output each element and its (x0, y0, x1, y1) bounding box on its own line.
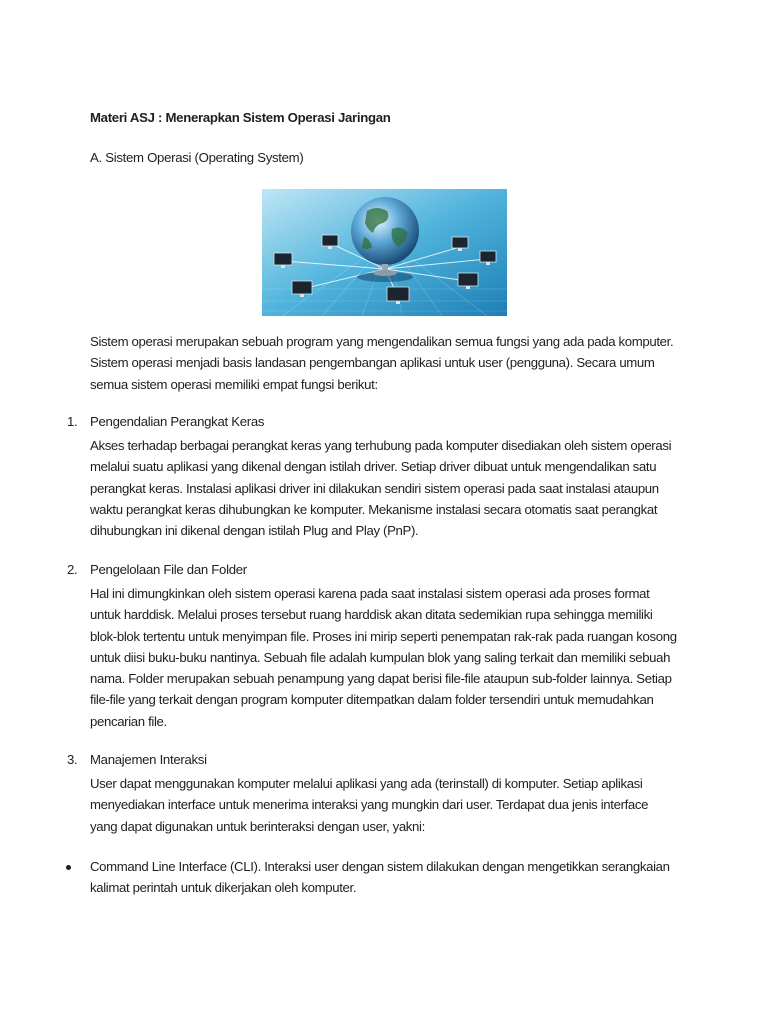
text-line: pencarian file. (90, 713, 167, 729)
text-line: semua sistem operasi memiliki empat fungsi berikut: (90, 376, 378, 392)
text-line: kalimat perintah untuk dikerjakan oleh komputer. (90, 880, 357, 896)
list-item-heading: Pengelolaan File dan Folder (90, 562, 247, 577)
bullet-item (90, 856, 690, 899)
intro-paragraph (90, 331, 690, 395)
bullet-dot (66, 865, 71, 870)
text-line: dihubungkan ini dikenal dengan istilah Plug and Play (PnP). (90, 523, 419, 539)
list-item-heading: Pengendalian Perangkat Keras (90, 414, 265, 429)
text-line: yang dapat digunakan untuk berinteraksi dengan user, yakni: (90, 818, 425, 834)
list-number: 2. (67, 562, 78, 577)
text-line: Akses terhadap berbagai perangkat keras yang terhubung pada komputer disediakan oleh sistem operasi (90, 438, 672, 453)
text-line: untuk harddisk. Melalui proses tersebut ruang harddisk akan ditata sedemikian rupa sehingga memiliki (90, 607, 653, 623)
list-number: 1. (67, 414, 78, 429)
text-line: nama. Folder merupakan sebuah penampung yang dapat berisi file-file ataupun sub-folder lainnya. Setiap (90, 671, 672, 687)
list-item-body (90, 583, 690, 732)
text-line: untuk diisi buku-buku nantinya. Sebuah file adalah kumpulan blok yang saling terkait dan memiliki sebuah (90, 649, 671, 665)
network-globe-illustration (262, 189, 507, 316)
text-line: melalui suatu aplikasi yang dikenal dengan istilah driver. Setiap driver dibuat untuk mengendalikan satu (90, 459, 657, 475)
list-item-body (90, 435, 690, 541)
text-line: Command Line Interface (CLI). Interaksi user dengan sistem dilakukan dengan mengetikkan serangkaian (90, 859, 670, 874)
text-line: file-file yang terkait dengan program komputer ditempatkan dalam folder tersendiri untuk memudahkan (90, 692, 654, 708)
list-number: 3. (67, 752, 78, 767)
text-line: waktu perangkat keras dihubungkan ke komputer. Mekanisme instalasi secara otomatis saat perangkat (90, 501, 658, 517)
section-heading: A. Sistem Operasi (Operating System) (90, 150, 304, 165)
document-title: Materi ASJ : Menerapkan Sistem Operasi Jaringan (90, 110, 391, 125)
text-line: menyediakan interface untuk menerima interaksi yang mungkin dari user. Terdapat dua jenis interface (90, 797, 649, 813)
text-line: perangkat keras. Instalasi aplikasi driver ini dilakukan sendiri sistem operasi pada saat instalasi ataupun (90, 480, 659, 496)
text-line: User dapat menggunakan komputer melalui aplikasi yang ada (terinstall) di komputer. Setiap aplikasi (90, 776, 643, 791)
text-line: Sistem operasi menjadi basis landasan pengembangan aplikasi untuk user (pengguna). Secara umum (90, 355, 655, 371)
text-line: Hal ini dimungkinkan oleh sistem operasi karena pada saat instalasi sistem operasi ada proses format (90, 586, 650, 601)
network-globe-image (262, 189, 507, 316)
list-item-body (90, 773, 690, 837)
text-line: blok-blok tertentu untuk menyimpan file. Proses ini mirip seperti penempatan rak-rak pada ruangan kosong (90, 628, 677, 644)
text-line: Sistem operasi merupakan sebuah program yang mengendalikan semua fungsi yang ada pada komputer. (90, 334, 674, 349)
list-item-heading: Manajemen Interaksi (90, 752, 207, 767)
